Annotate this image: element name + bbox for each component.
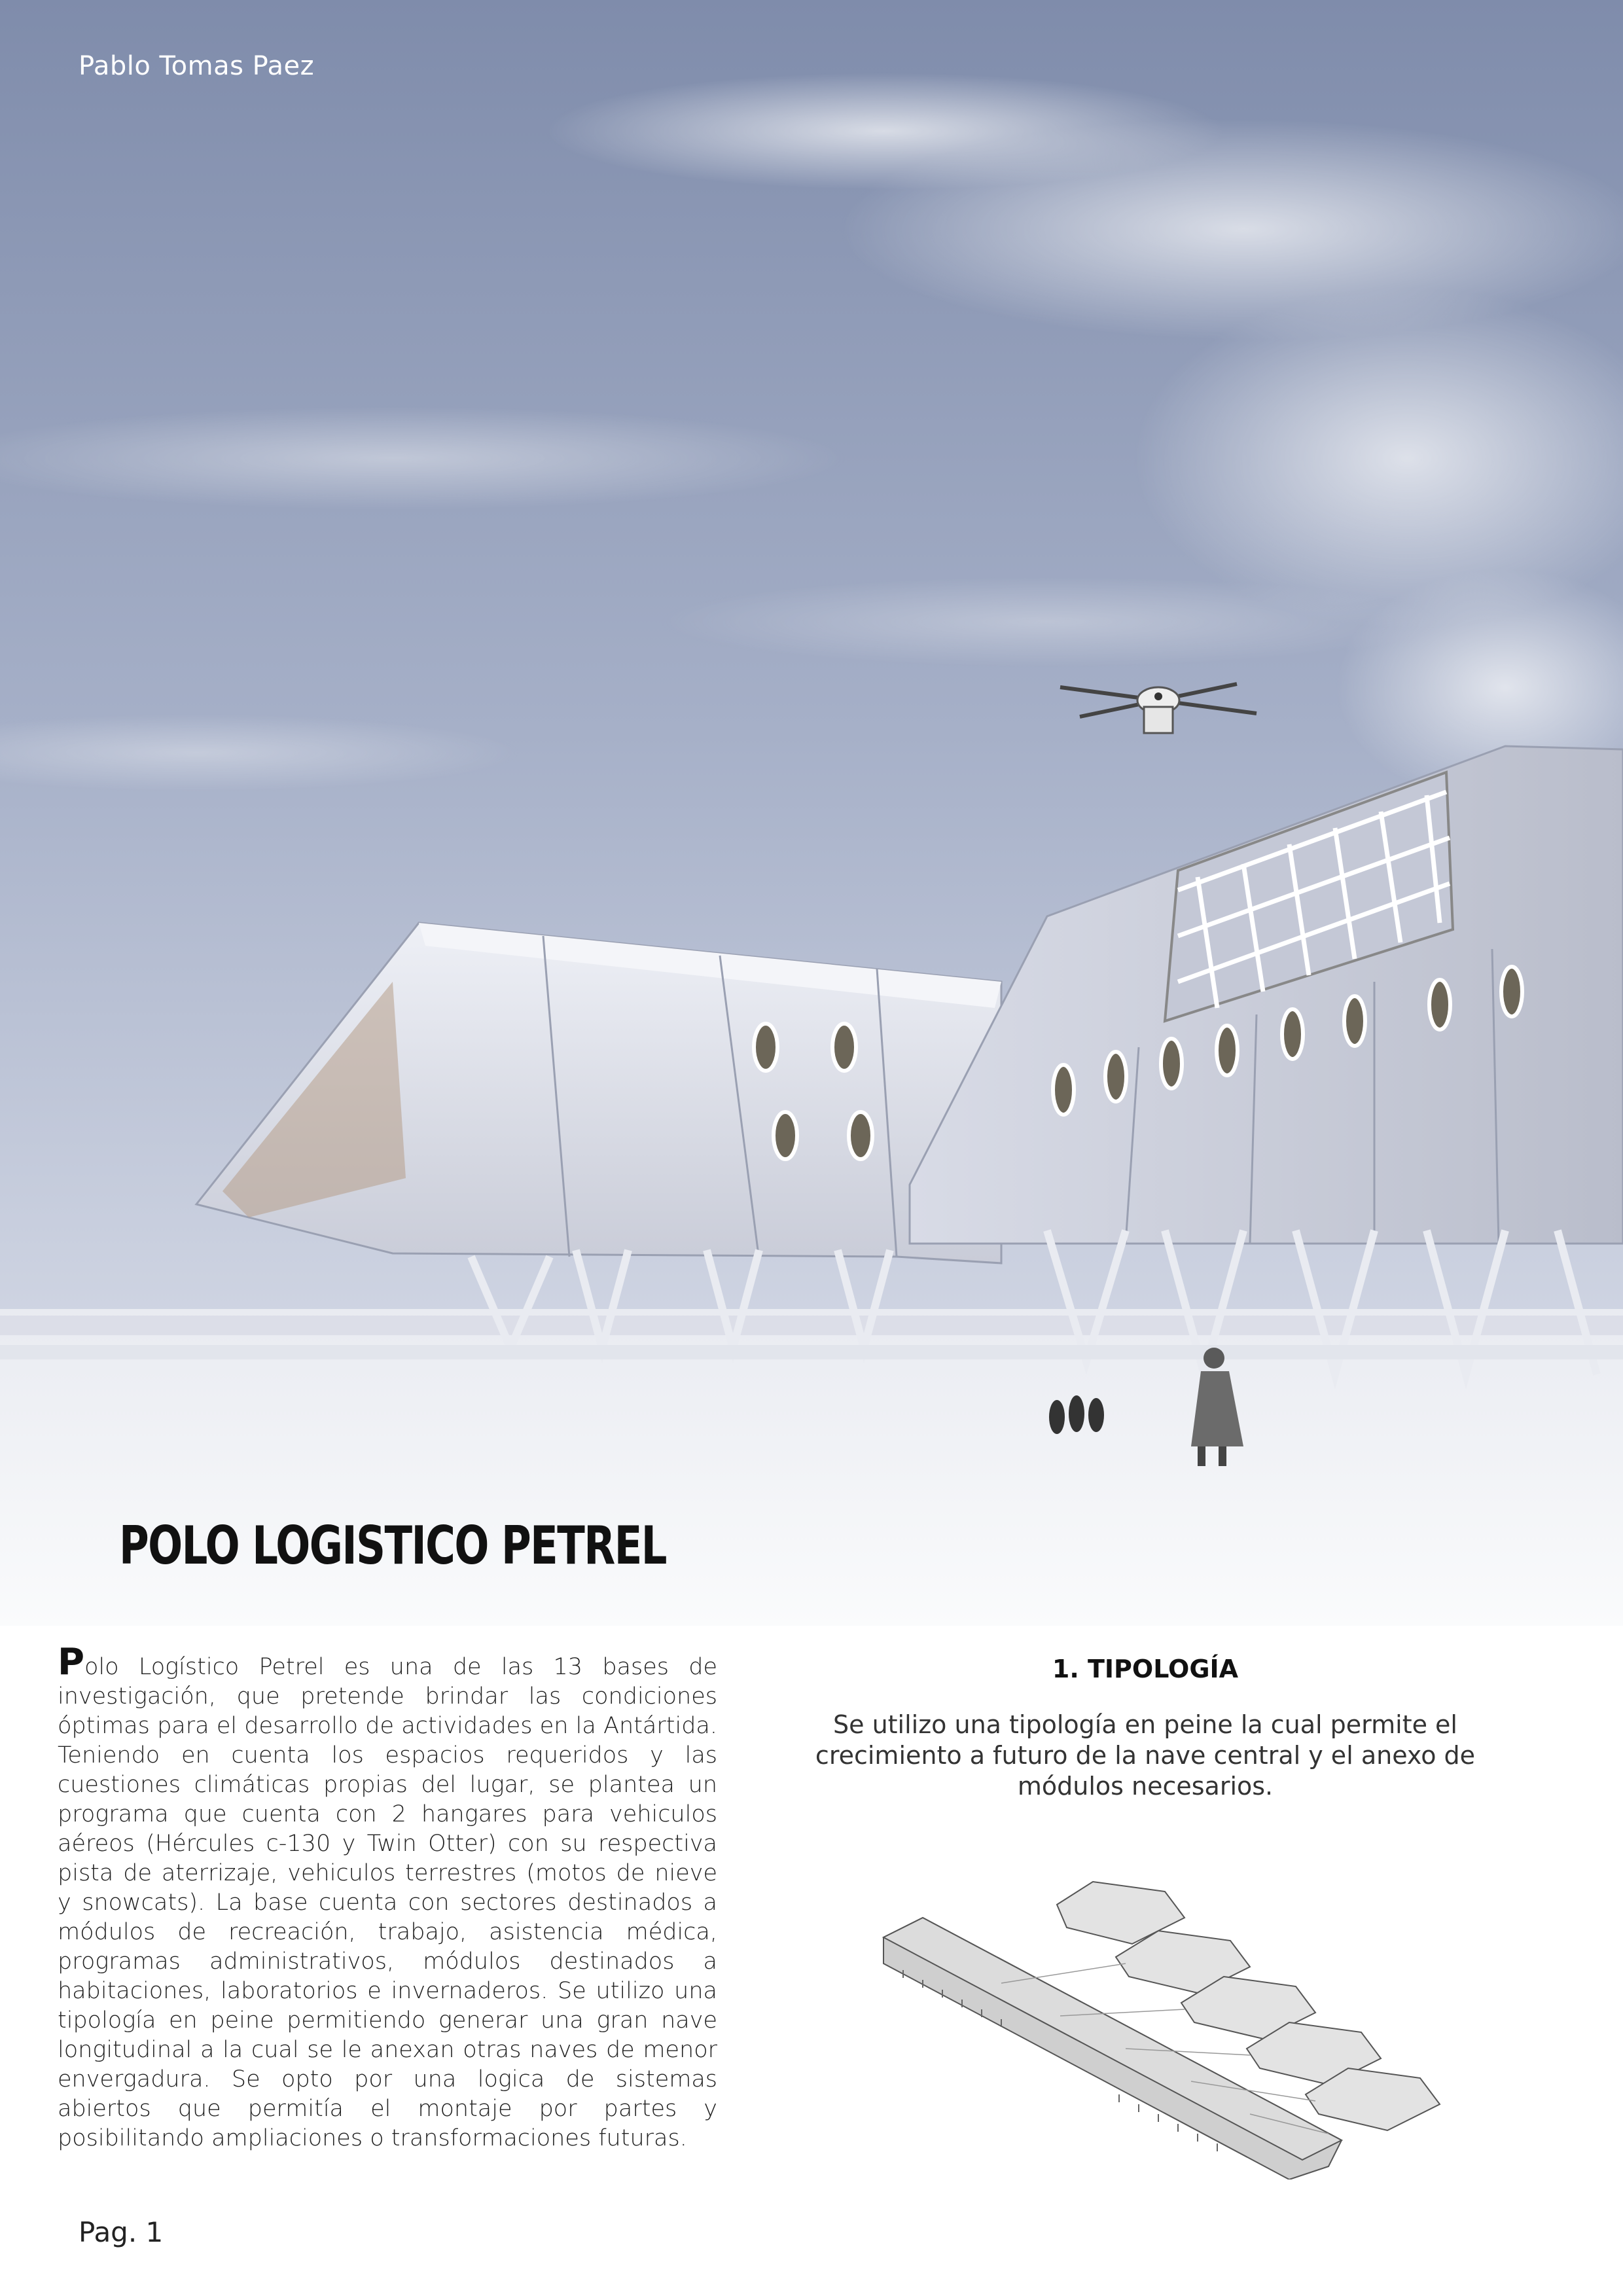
penguins-icon (1049, 1395, 1104, 1434)
description-paragraph (58, 1641, 717, 2153)
section-title: 1. TIPOLOGÍA (1052, 1655, 1239, 1683)
page-number: Pag. 1 (79, 2216, 164, 2248)
typology-diagram (870, 1878, 1459, 2179)
project-title: POLO LOGISTICO PETREL (119, 1515, 667, 1576)
drop-cap: P (58, 1641, 85, 1683)
author-name: Pablo Tomas Paez (79, 51, 315, 81)
section-text: Se utilizo una tipología en peine la cual permite el crecimiento a futuro de la nave central y el anexo de módulos necesarios. (815, 1710, 1476, 1801)
description-text: olo Logístico Petrel es una de las 13 bases de investigación, que pretende brindar las condiciones óptimas para el desarrollo de actividades en la Antártida. Teniendo en cuenta los espacios requeridos y las cuestiones climáticas propias del lugar, se plantea un programa que cuenta con 2 hangares para vehiculos aéreos (Hércules c-130 y Twin Otter) con su respectiva pista de aterrizaje, vehiculos terrestres (motos de nieve y snowcats). La base cuenta con sectores destinados a módulos de recreación, trabajo, asistencia médica, programas administrativos, módulos destinados a habitaciones, laboratorios e invernaderos. Se utilizo una tipología en peine permitiendo generar una gran nave longitudinal a la cual se le anexan otras naves de menor envergadura. Se opto por una logica de sistemas abiertos que permitía el montaje por partes y posibilitando ampliaciones o transformaciones futuras. (58, 1654, 717, 2151)
